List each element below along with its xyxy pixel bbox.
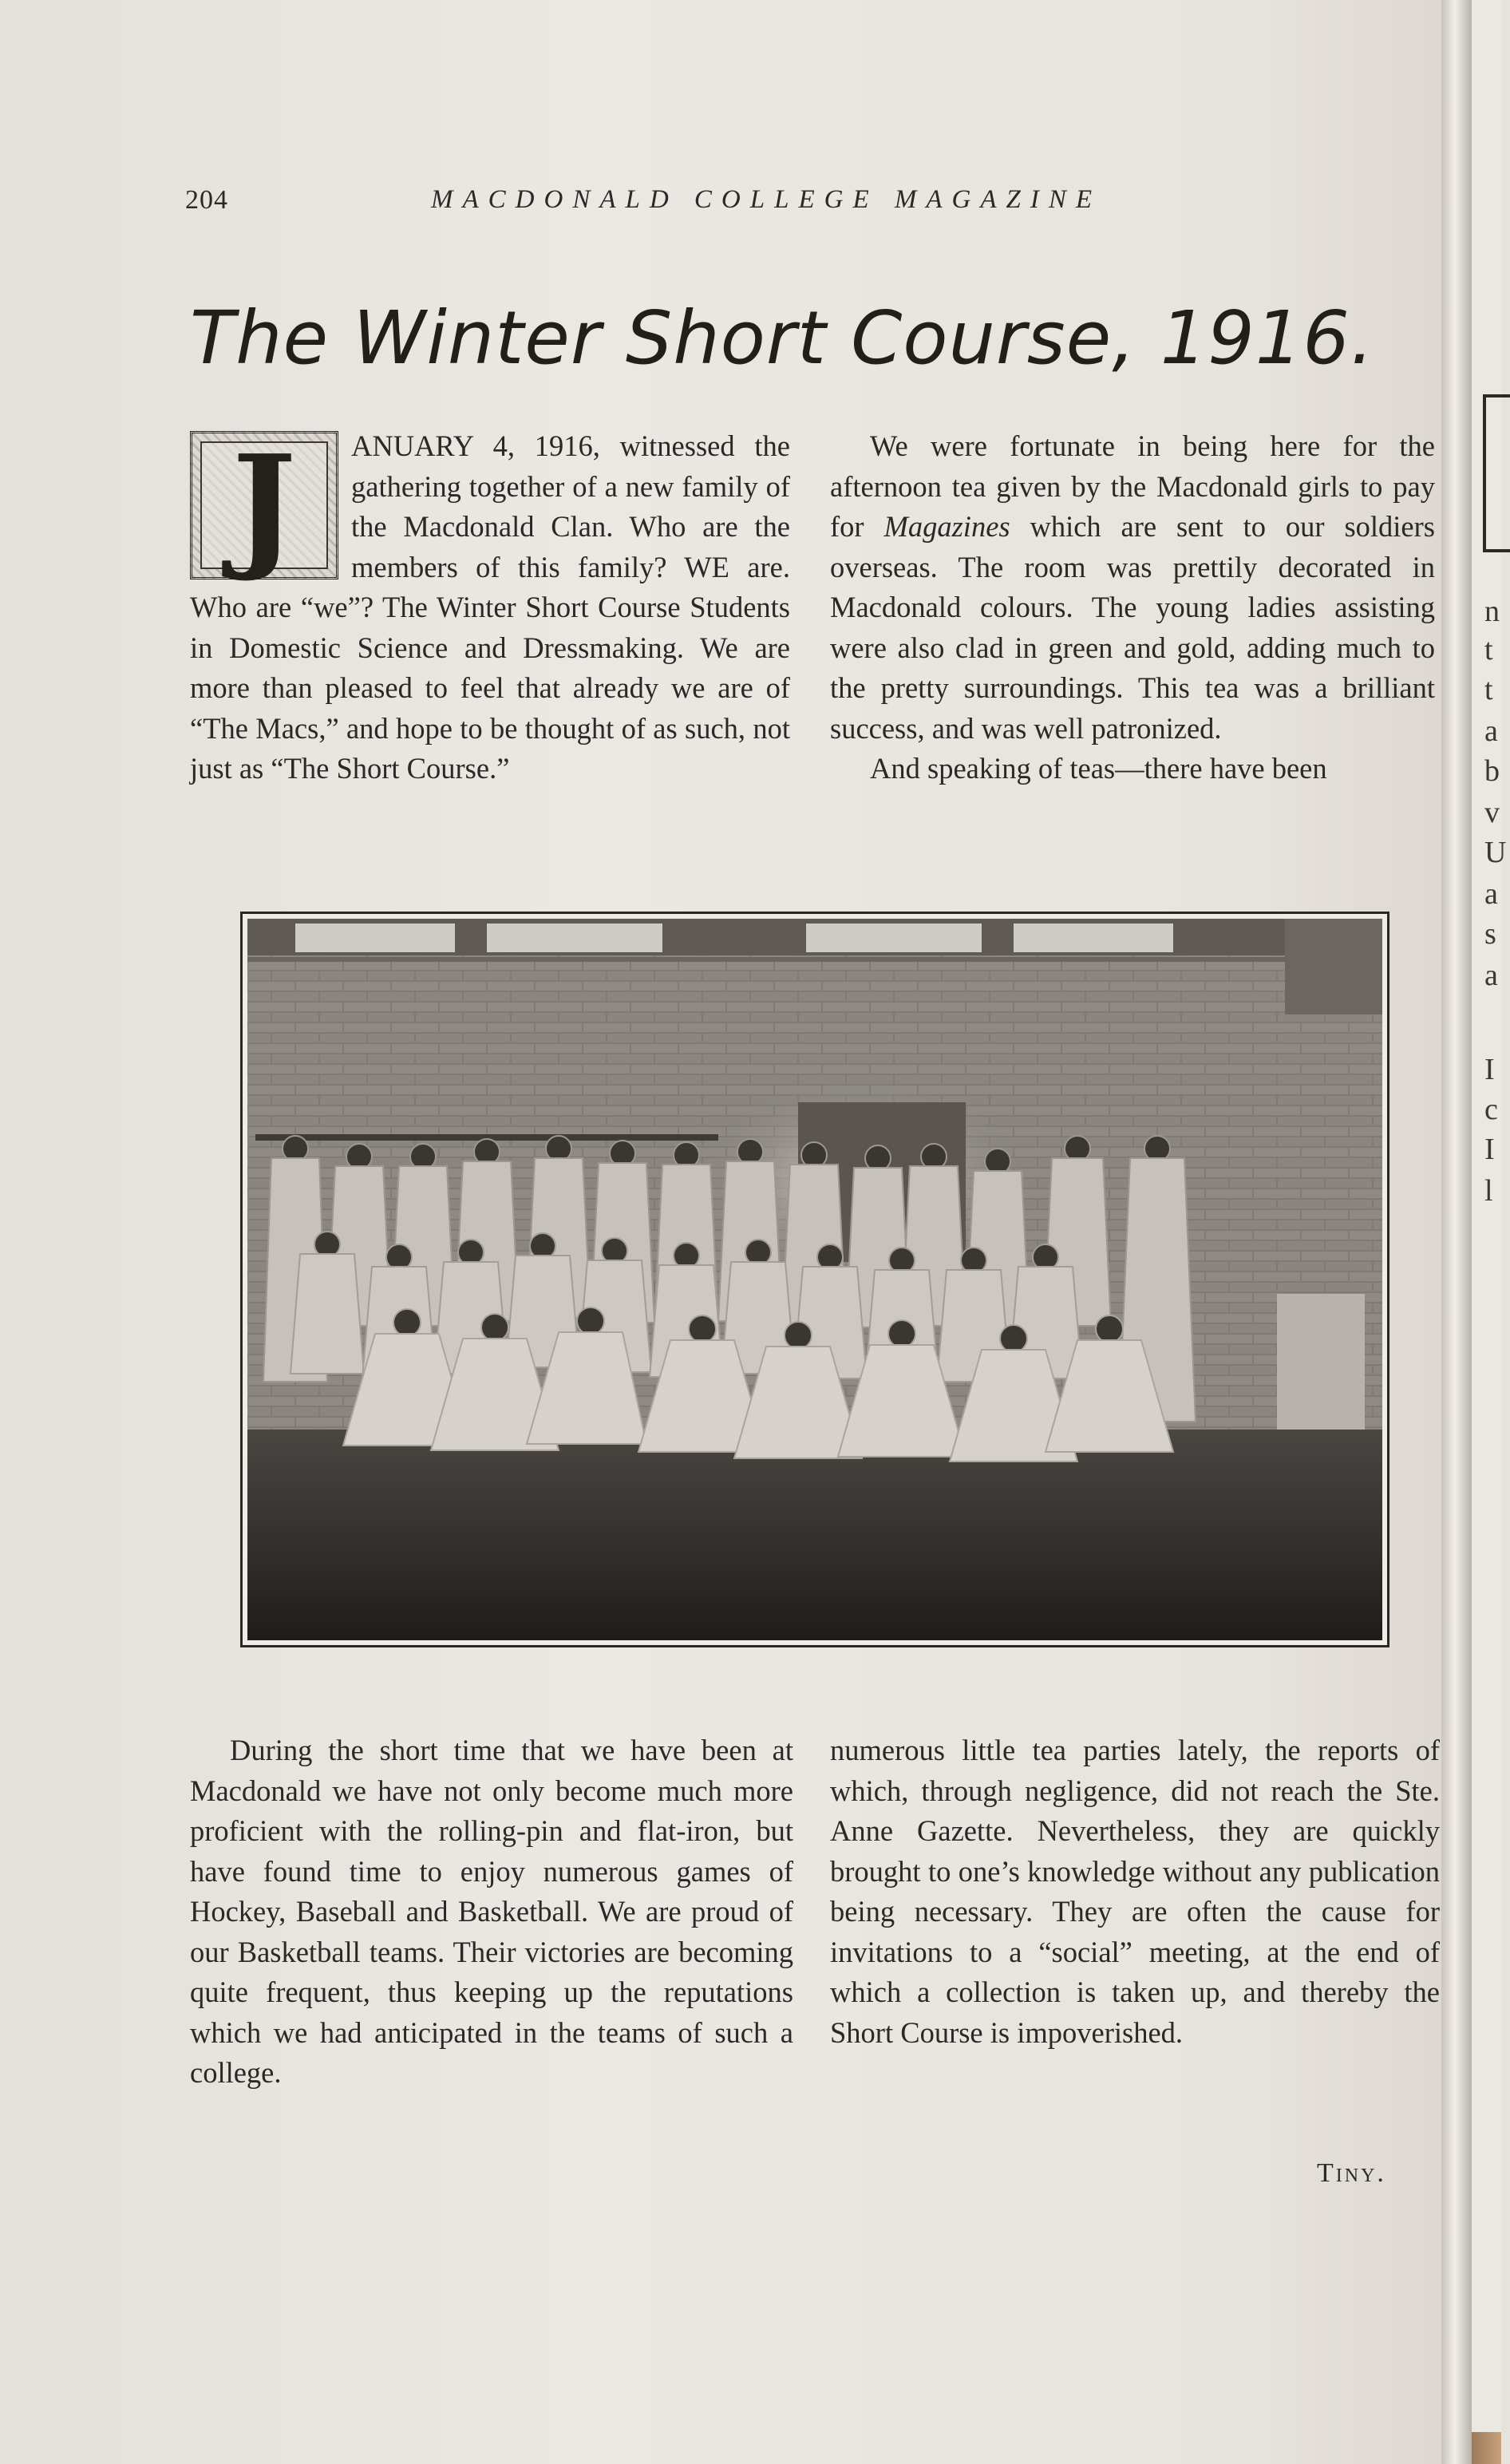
magazine-title: MACDONALD COLLEGE MAGAZINE [431,185,1102,214]
magazines-italic: Magazines [883,510,1010,543]
ornamental-dropcap [190,425,338,585]
sports-paragraph: During the short time that we have been at Macdonald we have not only become much more proficient with the rolling-pin and flat-iron, but have found time to enjoy numerous games of Hockey, Baseball and Basketball. We are proud of our Basketball teams. Their victories are becoming quite frequent, thus keeping up the reputations which we had anticipated in the teams of such a college. [190,1734,793,2089]
opening-paragraph: ANUARY 4, 1916, witnessed the gathering together of a new family of the Macdonald Clan. Who are the members of this family? WE are. Who are “we”? The Winter Short Course Students in Domestic Science and Dressmaking. We are more than pleased to feel that already we are of “The Macs,” and hope to be thought of as such, not just as “The Short Course.” [190,429,790,785]
tea-parties-paragraph: numerous little tea parties lately, the reports of which, through negligence, did not reach the Ste. Anne Gazette. Nevertheless, they are quickly brought to one’s knowledge without any publication being necessary. They are often the cause for invitations to a “social” meeting, at the end of which a collection is taken up, and thereby the Short Course is impoverished. [830,1734,1440,2049]
page-number: 204 [185,185,228,215]
article-title: The Winter Short Course, 1916. [190,295,1375,381]
tea-paragraph: We were fortunate in being here for the afternoon tea given by the Macdonald girls to pay for Magazines which are sent to our soldiers overseas. The room was prettily decorated in Macdonald colours. The young ladies assisting were also clad in green and gold, adding much to the pretty surroundings. This tea was a brilliant success, and was well patronized. [830,429,1435,745]
column-3 [190,1730,793,2094]
column-1 [190,426,790,789]
teas-paragraph-start: And speaking of teas—there have been [870,752,1327,785]
author-signature: Tiny. [1317,2158,1386,2188]
facing-page-edge: n t t a b v U a s a I c I l [1472,0,1501,2464]
group-photograph [240,912,1389,1647]
running-head [185,185,1191,225]
column-2 [830,426,1435,789]
dropcap-letter: J [231,425,297,585]
group-photo-image [247,919,1382,1640]
column-4 [830,1730,1440,2053]
